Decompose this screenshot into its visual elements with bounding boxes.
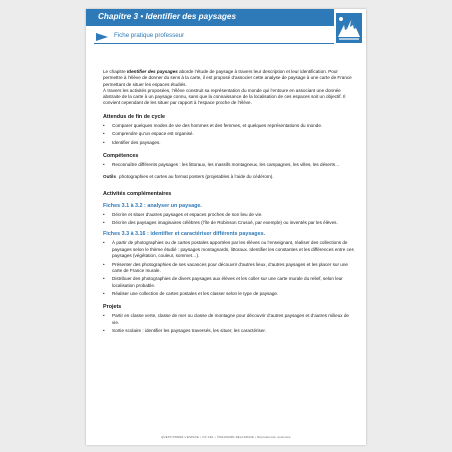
list-item: • Identifier des paysages. bbox=[103, 139, 161, 145]
list-item: • Distribuer des photographies de divers paysages aux élèves et les coller sur une carte murale du relief, selon leur localisation probable. bbox=[103, 276, 343, 288]
attendus-heading: Attendus de fin de cycle bbox=[103, 113, 166, 120]
intro-section bbox=[103, 69, 355, 107]
subtitle: Fiche pratique professeur bbox=[114, 32, 185, 39]
outils-line bbox=[103, 174, 355, 180]
mountain-landscape-icon bbox=[336, 13, 362, 43]
outils-text: photographies et cartes au format posters (projetables à l’aide du cédérom). bbox=[119, 174, 274, 180]
intro-rest: aborde l’étude de paysage à travers leur description et leur identification. Pour permettre à l’élève de donner du sens à la carte, il est proposé d’associer cette analyse de paysage à une carte de France permettant de situer les espaces étudiés. bbox=[103, 69, 352, 87]
page-footer: QUESTIONNER L’ESPACE • CP-CE1 • ©MAGNARD-DELAGRAVE • Reproduction autorisée bbox=[161, 436, 291, 439]
chapter-title: Chapitre 3 • Identifier des paysages bbox=[98, 12, 237, 21]
worksheet-page bbox=[86, 9, 366, 445]
page-header bbox=[86, 9, 366, 55]
triangle-arrow-icon bbox=[96, 33, 108, 41]
intro-emphasis: Identifier des paysages bbox=[127, 69, 178, 74]
list-item: • Décrire des paysages imaginaires célèbres (l’île de Robinson Crusoé, par exemple) ou inventés par les élèves. bbox=[103, 220, 338, 226]
chapter-banner bbox=[86, 9, 334, 26]
activites-heading: Activités complémentaires bbox=[103, 190, 172, 197]
list-item: • Comprendre qu’un espace est organisé. bbox=[103, 131, 194, 137]
list-item: • Comparer quelques modes de vie des hommes et des femmes, et quelques représentations du monde. bbox=[103, 122, 323, 128]
fiche1-heading: Fiches 3.1 à 3.2 : analyser un paysage. bbox=[103, 202, 202, 209]
list-item: • Présenter des photographies de ses vacances pour découvrir d’autres lieux, d’autres paysages et les placer sur une carte de France murale. bbox=[103, 261, 348, 273]
fiche2-heading: Fiches 3.3 à 3.16 : identifier et caractériser différents paysages. bbox=[103, 231, 266, 238]
subtitle-bar bbox=[94, 30, 334, 44]
fiche1-list bbox=[103, 212, 355, 227]
list-item: • Sortie scolaire : identifier les paysages traversés, les situer, les caractériser. bbox=[103, 328, 266, 334]
projets-heading: Projets bbox=[103, 304, 122, 311]
intro-lead: Le chapitre bbox=[103, 69, 128, 74]
list-item: • Reconnaître différents paysages : les littoraux, les massifs montagneux, les campagnes, les villes, les déserts… bbox=[103, 162, 340, 168]
competences-list bbox=[103, 162, 355, 168]
intro-paragraph-2: À travers les activités proposées, l’élève construit sa représentation du monde qui l’entoure en associant une donnée abstraite de la carte à un paysage connu, sans que la connaissance de la localisation de ces espaces soit un objectif. Il convient cependant de les situer par rapport à l’espace proche de l’élève. bbox=[103, 87, 346, 106]
competences-heading: Compétences bbox=[103, 153, 139, 160]
list-item: • Décrire et situer d’autres paysages et espaces proches de son lieu de vie. bbox=[103, 211, 263, 217]
projets-list bbox=[103, 313, 355, 334]
list-item: • À partir de photographies ou de cartes postales apportées par les élèves ou l’enseignant, réaliser des collections de paysages selon le thème étudié : paysages montagnards, littoraux. Identifier les constantes et les différences entre ces paysages (végétation, couleur, sommet…). bbox=[103, 240, 354, 259]
intro-paragraph-1 bbox=[103, 69, 355, 88]
list-item: • Réaliser une collection de cartes postales et les classer selon le type de paysage. bbox=[103, 291, 279, 297]
attendus-list bbox=[103, 123, 355, 146]
list-item: • Partir en classe verte, classe de mer ou classe de montagne pour découvrir d’autres paysages et d’autres milieux de vie. bbox=[103, 313, 349, 325]
page-body bbox=[103, 69, 355, 337]
outils-label: Outils bbox=[103, 174, 117, 180]
fiche2-list bbox=[103, 240, 355, 297]
